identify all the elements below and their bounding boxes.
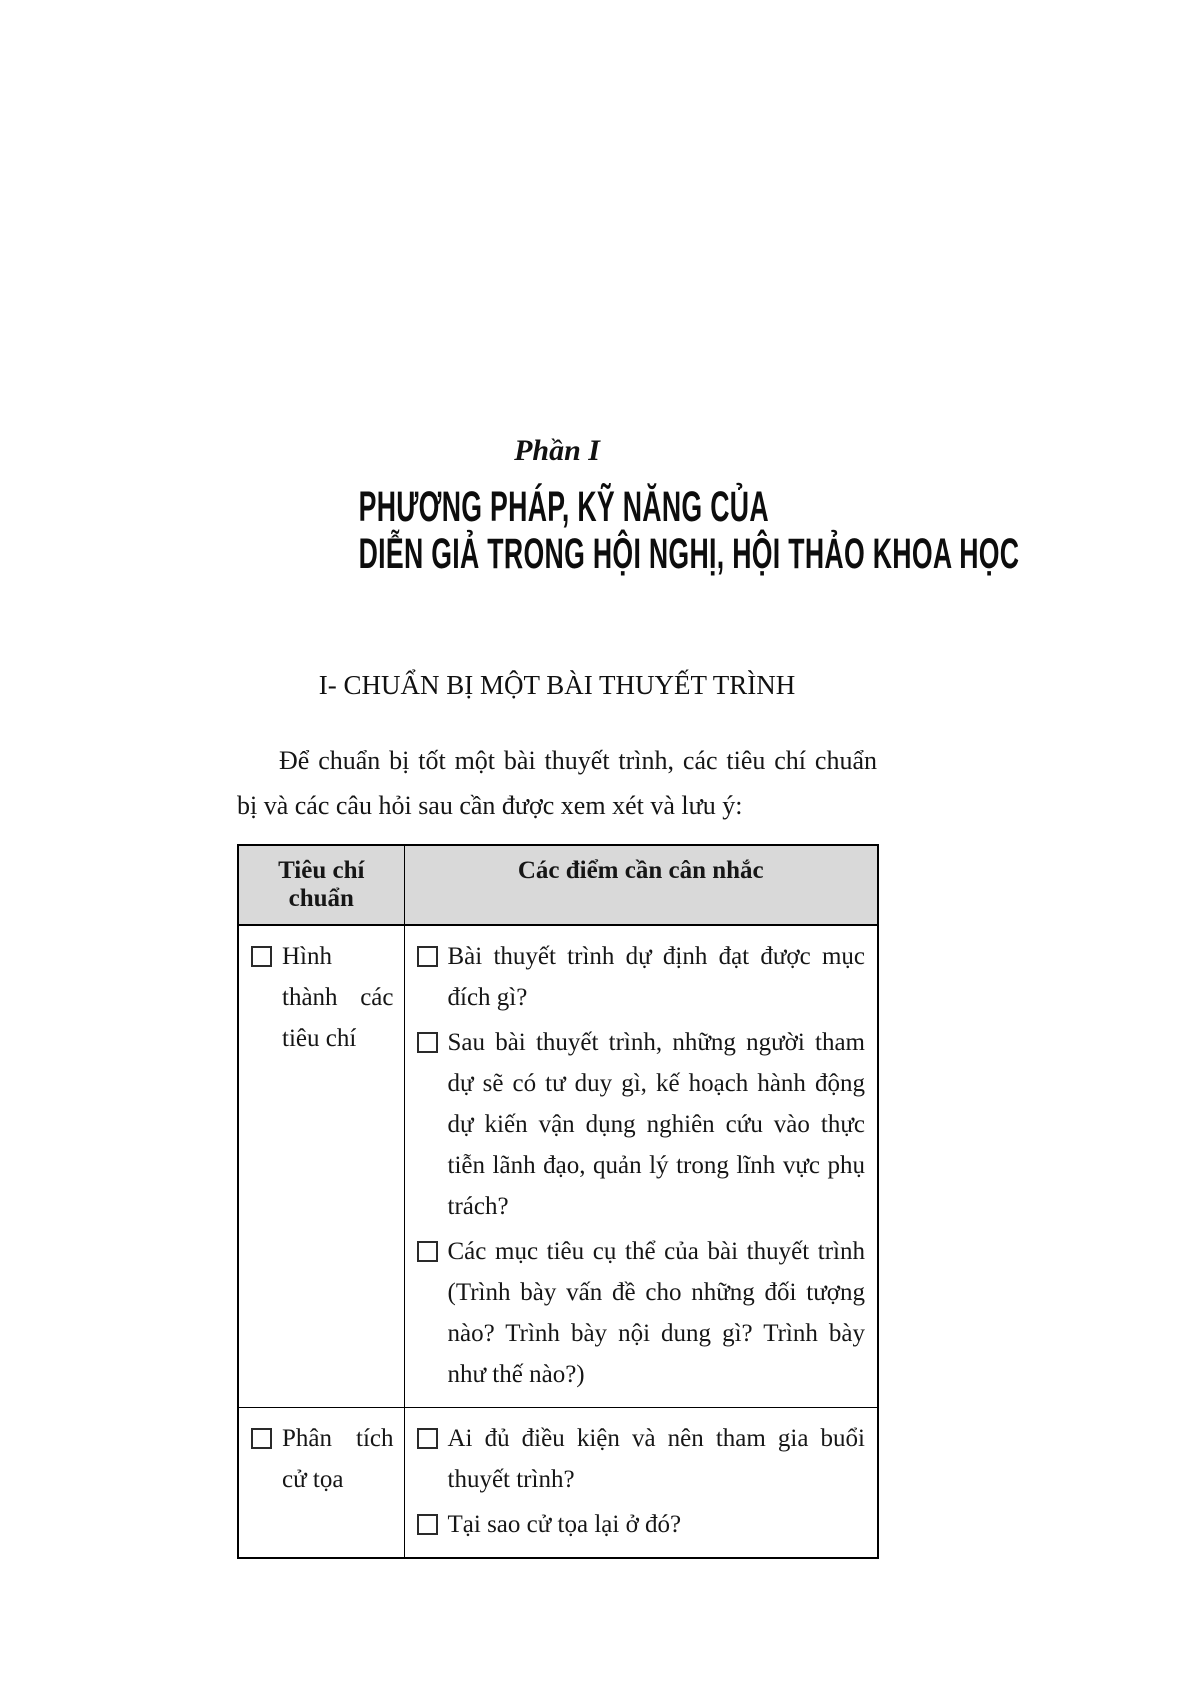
table-row bbox=[238, 925, 878, 1408]
page-title-line-1: PHƯƠNG PHÁP, KỸ NĂNG CỦA bbox=[358, 483, 769, 531]
criterion-item bbox=[249, 1418, 394, 1500]
point-text: Ai đủ điều kiện và nên tham gia buổi thuyết trình? bbox=[447, 1425, 865, 1493]
section-heading: I- CHUẨN BỊ MỘT BÀI THUYẾT TRÌNH bbox=[318, 670, 796, 700]
criterion-label: Hình thành các tiêu chí bbox=[282, 943, 394, 1052]
point-item bbox=[415, 1022, 866, 1227]
column-header-points: Các điểm cần cân nhắc bbox=[404, 845, 878, 925]
table-row bbox=[238, 1408, 878, 1559]
empty-checkbox-icon bbox=[251, 946, 272, 967]
intro-paragraph: Để chuẩn bị tốt một bài thuyết trình, các tiêu chí chuẩn bị và các câu hỏi sau cần được xem xét và lưu ý: bbox=[237, 746, 877, 820]
point-text: Sau bài thuyết trình, những người tham dự sẽ có tư duy gì, kế hoạch hành động dự kiến vận dụng nghiên cứu vào thực tiễn lãnh đạo, quản lý trong lĩnh vực phụ trách? bbox=[447, 1029, 865, 1220]
empty-checkbox-icon bbox=[417, 1428, 438, 1449]
page-content bbox=[237, 0, 1020, 1559]
part-label: Phần I bbox=[514, 434, 600, 467]
empty-checkbox-icon bbox=[417, 1241, 438, 1262]
point-text: Các mục tiêu cụ thể của bài thuyết trình (Trình bày vấn đề cho những đối tượng nào? Trình bày nội dung gì? Trình bày như thế nào?) bbox=[447, 1238, 865, 1388]
point-text: Tại sao cử tọa lại ở đó? bbox=[447, 1511, 682, 1538]
page-title bbox=[358, 483, 1020, 578]
point-text: Bài thuyết trình dự định đạt được mục đích gì? bbox=[447, 943, 865, 1011]
criterion-label: Phân tích cử tọa bbox=[282, 1425, 394, 1493]
table-header-row bbox=[238, 845, 878, 925]
empty-checkbox-icon bbox=[417, 1514, 438, 1535]
column-header-criteria: Tiêu chí chuẩn bbox=[238, 845, 404, 925]
point-item bbox=[415, 1504, 866, 1545]
point-item bbox=[415, 936, 866, 1018]
criteria-table bbox=[237, 844, 879, 1559]
empty-checkbox-icon bbox=[417, 946, 438, 967]
empty-checkbox-icon bbox=[251, 1428, 272, 1449]
point-item bbox=[415, 1231, 866, 1395]
criterion-item bbox=[249, 936, 394, 1059]
page-title-line-2: DIỄN GIẢ TRONG HỘI NGHỊ, HỘI THẢO KHOA HỌC bbox=[358, 530, 1020, 578]
point-item bbox=[415, 1418, 866, 1500]
empty-checkbox-icon bbox=[417, 1032, 438, 1053]
